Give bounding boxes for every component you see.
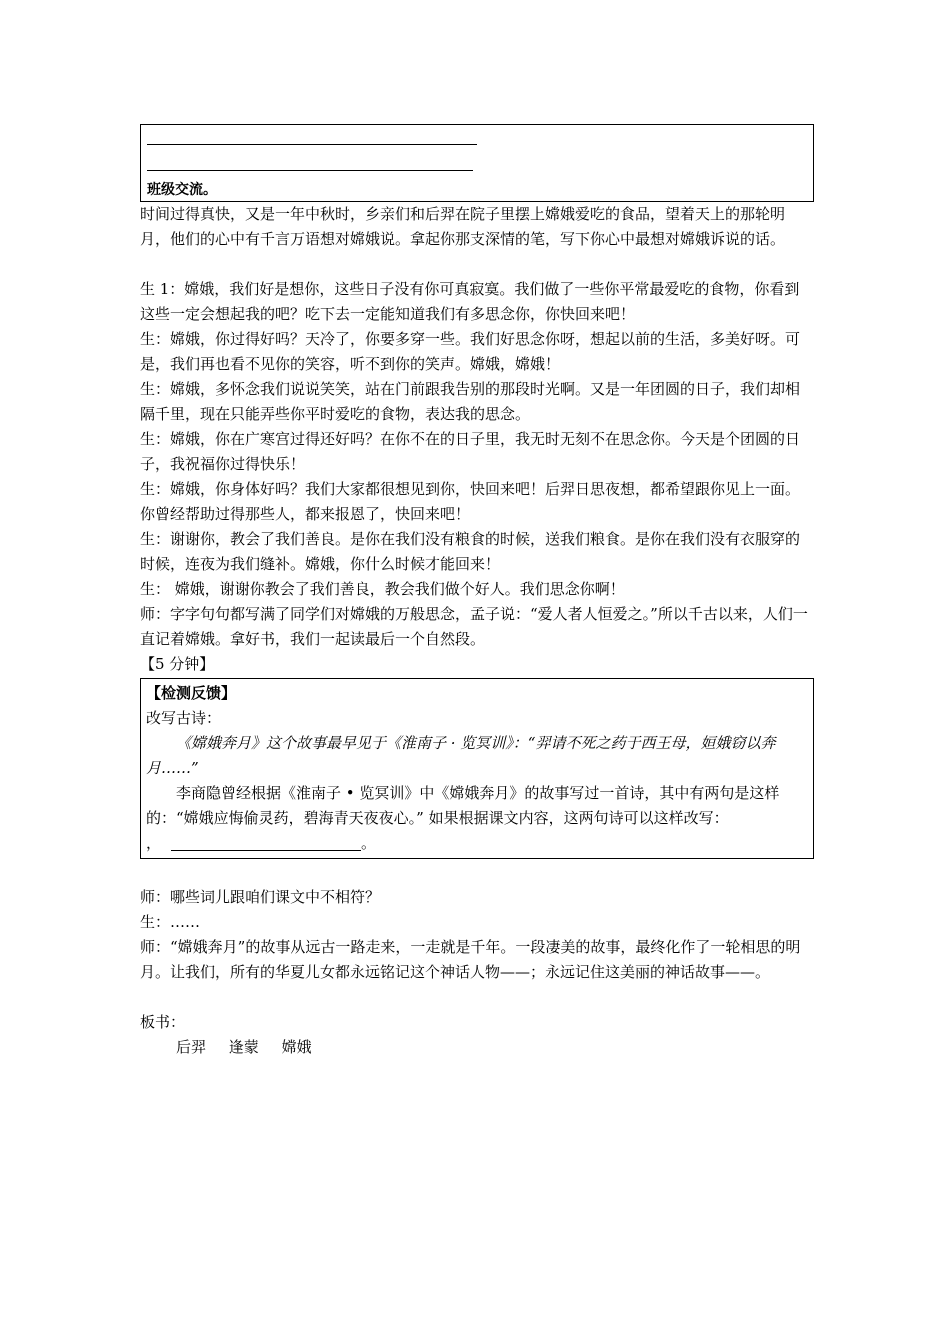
closing-line: 生：…… <box>140 913 201 931</box>
dialogue-line: 师：字字句句都写满了同学们对嫦娥的万般思念，孟子说：“爱人者人恒爱之。”所以千古以来，人们一直记着嫦娥。拿好书，我们一起读最后一个自然段。 <box>140 605 808 648</box>
closing-line: 师：哪些词儿跟咱们课文中不相符？ <box>140 888 381 906</box>
dialogue-line: 生：谢谢你，教会了我们善良。是你在我们没有粮食的时候，送我们粮食。是你在我们没有衣服穿的时候，连夜为我们缝补。嫦娥，你什么时候才能回来！ <box>140 530 801 573</box>
timer-label: 【5 分钟】 <box>140 655 215 673</box>
dialogue-line: 生：嫦娥，你在广寒宫过得还好吗？在你不在的日子里，我无时无刻不在思念你。今天是个团圆的日子，我祝福你过得快乐！ <box>140 430 801 473</box>
feedback-subheading: 改写古诗： <box>146 709 222 727</box>
feedback-body: 李商隐曾经根据《淮南子 • 览冥训》中《嫦娥奔月》的故事写过一首诗，其中有两句是这样的：“嫦娥应悔偷灵药，碧海青天夜夜心。” 如果根据课文内容，这两句诗可以这样改写： <box>146 784 780 827</box>
board-item: 后羿 <box>176 1038 207 1056</box>
answer-line <box>147 170 473 171</box>
blank-suffix: 。 <box>361 834 377 852</box>
board-item: 逢蒙 <box>228 1038 259 1056</box>
dialogue-line: 生： 嫦娥，谢谢你教会了我们善良，教会我们做个好人。我们思念你啊！ <box>140 580 625 598</box>
dialogue-line: 生：嫦娥，多怀念我们说说笑笑，站在门前跟我告别的那段时光啊。又是一年团圆的日子，我们却相隔千里，现在只能弄些你平时爱吃的食物，表达我的思念。 <box>140 380 801 423</box>
blank-prefix: ， <box>146 834 162 852</box>
dialogue-line: 生 1：嫦娥，我们好是想你，这些日子没有你可真寂寞。我们做了一些你平常最爱吃的食物，你看到这些一定会想起我的吧？吃下去一定能知道我们有多思念你，你快回来吧！ <box>140 280 800 323</box>
closing-line: 师：“嫦娥奔月”的故事从远古一路走来，一走就是千年。一段凄美的故事，最终化作了一轮相思的明月。让我们，所有的华夏儿女都永远铭记这个神话人物——；永远记住这美丽的神话故事——。 <box>140 938 801 981</box>
feedback-box <box>140 678 814 859</box>
intro-paragraph: 时间过得真快，又是一年中秋时，乡亲们和后羿在院子里摆上嫦娥爱吃的食品，望着天上的那轮明月，他们的心中有千言万语想对嫦娥说。拿起你那支深情的笔，写下你心中最想对嫦娥诉说的话。 <box>140 205 786 248</box>
class-exchange-box <box>140 124 814 202</box>
board-items <box>140 1035 814 1060</box>
answer-blank[interactable] <box>171 834 361 851</box>
board-label: 板书： <box>140 1013 186 1031</box>
answer-line <box>147 144 477 145</box>
board-item: 嫦娥 <box>281 1038 312 1056</box>
feedback-answer-line <box>146 831 807 856</box>
dialogue-line: 生：嫦娥，你过得好吗？天冷了，你要多穿一些。我们好思念你呀，想起以前的生活，多美好呀。可是，我们再也看不见你的笑容，听不到你的笑声。嫦娥，嫦娥！ <box>140 330 801 373</box>
feedback-quote: 《嫦娥奔月》这个故事最早见于《淮南子 · 览冥训》：“羿请不死之药于西王母，姮娥窃以奔月……” <box>146 734 776 777</box>
dialogue-line: 生：嫦娥，你身体好吗？我们大家都很想见到你，快回来吧！后羿日思夜想，都希望跟你见上一面。你曾经帮助过得那些人，都来报恩了，快回来吧！ <box>140 480 801 523</box>
document-page <box>140 124 814 1060</box>
class-exchange-label: 班级交流。 <box>147 182 217 198</box>
feedback-heading: 【检测反馈】 <box>146 684 237 702</box>
